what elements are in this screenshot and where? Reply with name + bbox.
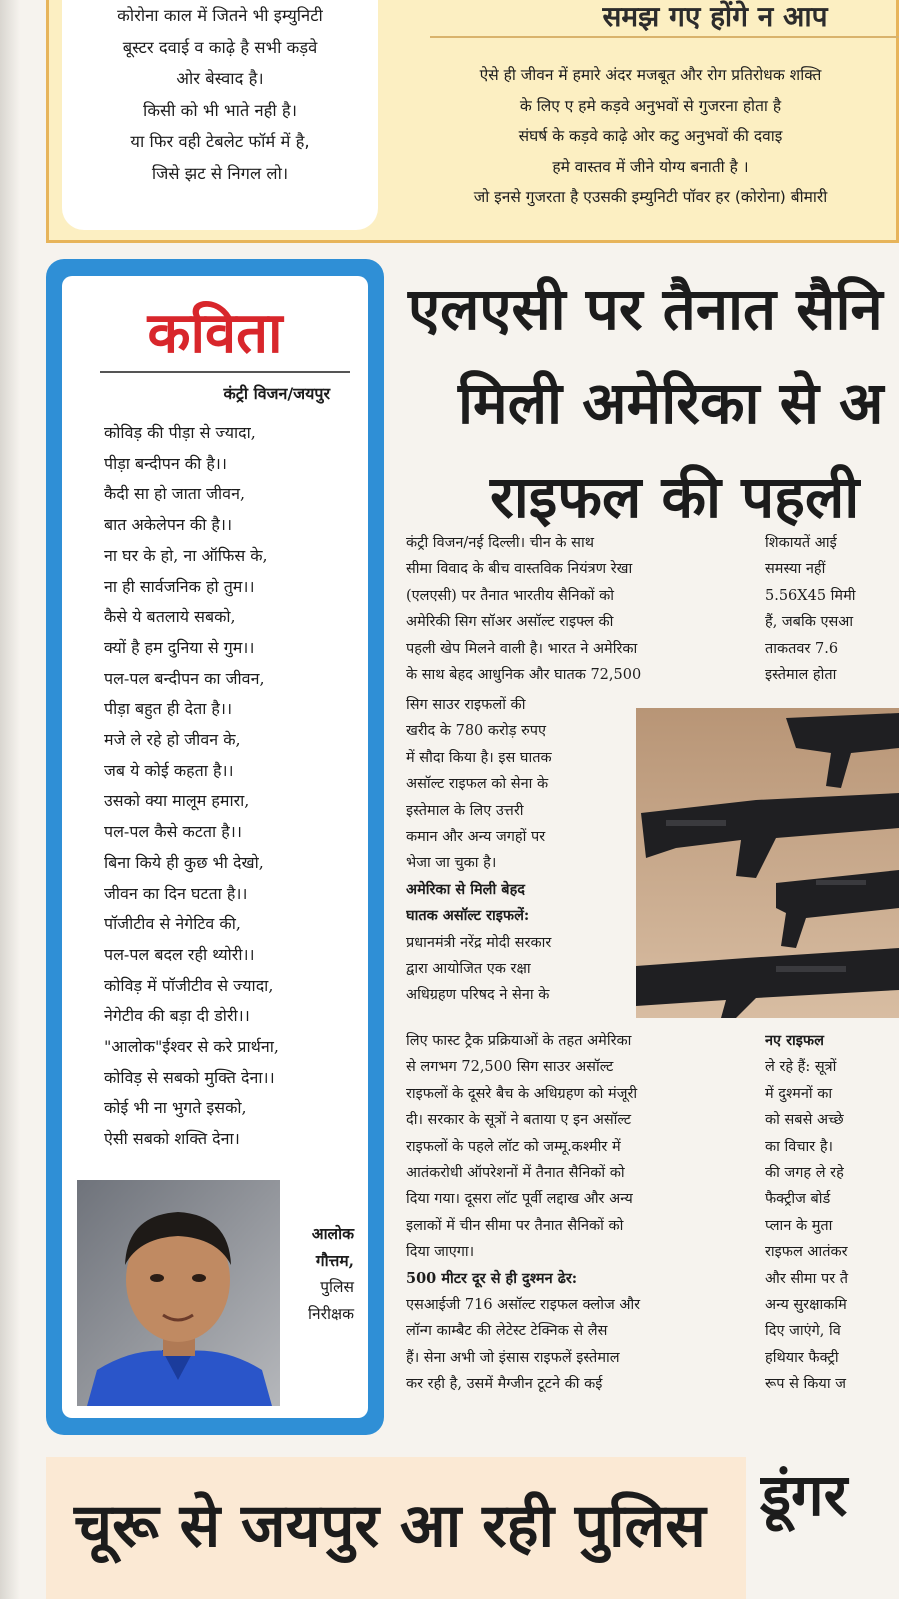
top-right-line: संघर्ष के कड़वे काढ़े ओर कटु अनुभवों की दवाइ <box>518 127 783 145</box>
article-column-right-bottom <box>765 1028 899 1398</box>
article-column-left-bottom <box>406 1028 741 1398</box>
article-line: दिया जाएगा। <box>406 1244 475 1261</box>
article-line: खरीद के 780 करोड़ रुपए <box>406 723 546 740</box>
top-left-line: या फिर वही टेबलेट फॉर्म में है, <box>130 132 310 151</box>
article-line: असॉल्ट राइफल को सेना के <box>406 776 549 793</box>
article-line: की जगह ले रहे <box>765 1165 844 1182</box>
article-line: दिया गया। दूसरा लॉट पूर्वी लद्दाख और अन्य <box>406 1191 633 1208</box>
rifle-photo <box>636 708 899 1018</box>
article-line: अन्य सुरक्षाकमि <box>765 1297 847 1314</box>
poem-line: क्यों है हम दुनिया से गुम।। <box>104 637 255 657</box>
poem-line: कोविड़ से सबको मुक्ति देना।। <box>104 1067 275 1087</box>
article-line: में सौदा किया है। इस घातक <box>406 749 552 766</box>
top-right-line: जो इनसे गुजरता है एउसकी इम्युनिटी पॉवर हर (कोरोना) बीमारी <box>473 188 828 206</box>
poem-line: कोविड़ की पीड़ा से ज्यादा, <box>104 423 256 442</box>
article-line: हैं। सेना अभी जो इंसास राइफलें इस्तेमाल <box>406 1349 620 1366</box>
poem-line: ना ही सार्वजनिक हो तुम।। <box>104 576 255 596</box>
top-left-poem <box>62 0 378 189</box>
top-right-line: के लिए ए हमे कड़वे अनुभवों से गुजरना होता है <box>519 96 782 115</box>
top-right-line: ऐसे ही जीवन में हमारे अंदर मजबूत और रोग प्रतिरोधक शक्ति <box>479 66 822 84</box>
article-line: राइफल आतंकर <box>765 1244 848 1261</box>
article-line: और सीमा पर तै <box>765 1270 849 1287</box>
divider <box>100 371 350 373</box>
article-line: सीमा विवाद के बीच वास्तविक नियंत्रण रेखा <box>406 561 633 578</box>
article-line: कंट्री विजन/नई दिल्ली। चीन के साथ <box>406 535 594 551</box>
poem-line: कोई भी ना भुगते इसको, <box>104 1098 247 1118</box>
poem-line: बिना किये ही कुछ भी देखो, <box>104 852 264 872</box>
article-line: का विचार है। <box>765 1138 834 1155</box>
article-line: कमान और अन्य जगहों पर <box>406 829 546 846</box>
article-line: फैक्ट्रीज बोर्ड <box>765 1191 831 1208</box>
bottom-headline: चूरू से जयपुर आ रही पुलिस <box>74 1491 706 1561</box>
poem-line: पीड़ा बहुत ही देता है।। <box>104 699 233 719</box>
top-left-line: बूस्टर दवाई व काढ़े है सभी कड़वे <box>122 37 318 57</box>
top-left-line: कोरोना काल में जितने भी इम्युनिटी <box>117 6 323 25</box>
article-line: इस्तेमाल होता <box>765 667 837 684</box>
headline-line: राइफल की पहली <box>490 463 860 531</box>
subheading: अमेरिका से मिली बेहद <box>406 880 525 898</box>
poem-line: मजे ले रहे हो जीवन के, <box>104 730 241 750</box>
main-headline <box>402 262 899 544</box>
top-left-line: जिसे झट से निगल लो। <box>151 163 289 183</box>
top-right-line: हमे वास्तव में जीने योग्य बनाती है । <box>552 157 749 176</box>
subheading: घातक असॉल्ट राइफलें: <box>406 907 530 925</box>
article-line: इलाकों में चीन सीमा पर तैनात सैनिकों को <box>406 1217 624 1234</box>
author-designation: पुलिस <box>320 1278 354 1296</box>
article-line: भेजा जा चुका है। <box>406 855 497 872</box>
poem-line: उसको क्या मालूम हमारा, <box>104 791 250 811</box>
article-line: राइफलों के पहले लॉट को जम्मू.कश्मीर में <box>406 1138 621 1155</box>
poem-line: पल-पल कैसे कटता है।। <box>104 822 242 842</box>
article-line: दिए जाएंगे, वि <box>765 1323 841 1340</box>
article-column-short <box>406 692 620 1009</box>
article-line: कर रही है, उसमें मैग्जीन टूटने की कई <box>406 1376 603 1393</box>
article-line: में दुश्मनों का <box>765 1085 833 1102</box>
poem-line: पल-पल बन्दीपन का जीवन, <box>104 668 265 688</box>
subheading: नए राइफल <box>765 1032 824 1049</box>
poem-line: ऐसी सबको शक्ति देना। <box>104 1129 240 1149</box>
poem-line: जब ये कोई कहता है।। <box>104 760 234 780</box>
article-line: (एलएसी) पर तैनात भारतीय सैनिकों को <box>406 587 614 604</box>
article-line: एसआईजी 716 असॉल्ट राइफल क्लोज और <box>406 1297 641 1314</box>
poem-line: पॉजीटीव से नेगेटिव की, <box>104 914 241 934</box>
top-left-line: ओर बेस्वाद है। <box>176 69 264 88</box>
poem-line: "आलोक"ईश्वर से करे प्रार्थना, <box>104 1037 279 1057</box>
article-line: इस्तेमाल के लिए उत्तरी <box>406 802 524 819</box>
author-photo <box>77 1180 280 1406</box>
article-line: ले रहे हैं: सूत्रों <box>765 1059 837 1076</box>
poem-body <box>104 418 364 1155</box>
page-edge-shadow <box>0 0 20 1599</box>
article-line: अमेरिकी सिग सॉअर असॉल्ट राइफ्ल की <box>406 614 614 631</box>
article-line: शिकायतें आई <box>765 535 837 551</box>
article-line: हैं, जबकि एसआ <box>765 614 854 631</box>
poem-title: कविता <box>147 300 283 366</box>
poem-line: कैदी सा हो जाता जीवन, <box>104 484 246 504</box>
author-caption <box>288 1220 354 1328</box>
poem-line: जीवन का दिन घटता है।। <box>104 883 248 903</box>
article-line: हथियार फैक्ट्री <box>765 1349 839 1366</box>
poem-line: पल-पल बदल रही थ्योरी।। <box>104 944 255 964</box>
article-line: के साथ बेहद आधुनिक और घातक 72,500 <box>406 667 642 684</box>
author-name: आलोक <box>311 1224 354 1243</box>
article-line: दी। सरकार के सूत्रों ने बताया ए इन असॉल्ट <box>406 1112 632 1129</box>
poem-line: पीड़ा बन्दीपन की है।। <box>104 453 227 473</box>
article-line: 5.56X45 मिमी <box>765 587 856 604</box>
author-surname: गौत्तम, <box>315 1251 354 1270</box>
article-line: रूप से किया ज <box>765 1376 846 1393</box>
article-line: समस्या नहीं <box>765 561 826 578</box>
divider <box>430 36 899 38</box>
bottom-right-headline: डूंगर <box>760 1461 848 1529</box>
poem-line: कैसे ये बतलाये सबको, <box>104 607 236 627</box>
poem-line: बात अकेलेपन की है।। <box>104 515 233 535</box>
headline-line: एलएसी पर तैनात सैनि <box>408 275 883 343</box>
subheading: 500 मीटर दूर से ही दुश्मन ढेर: <box>406 1269 578 1287</box>
article-line: ताकतवर 7.6 <box>765 640 839 657</box>
top-right-text <box>402 60 899 213</box>
poem-line: कोविड़ में पॉजीटीव से ज्यादा, <box>104 975 274 995</box>
article-line: से लगभग 72,500 सिग साउर असॉल्ट <box>406 1059 614 1076</box>
poem-line: नेगेटीव की बड़ा दी डोरी।। <box>104 1006 250 1026</box>
article-line: को सबसे अच्छे <box>765 1112 844 1129</box>
article-line: राइफलों के दूसरे बैच के अधिग्रहण को मंजूरी <box>406 1085 638 1102</box>
article-line: प्रधानमंत्री नरेंद्र मोदी सरकार <box>406 934 552 951</box>
article-column-right-top <box>765 530 899 688</box>
article-line: सिग साउर राइफलों की <box>406 697 526 713</box>
headline-line: मिली अमेरिका से अ <box>458 369 884 437</box>
poem-byline: कंट्री विजन/जयपुर <box>223 384 330 403</box>
article-line: लिए फास्ट ट्रैक प्रक्रियाओं के तहत अमेरिका <box>406 1033 632 1049</box>
article-line: अधिग्रहण परिषद ने सेना के <box>406 987 550 1004</box>
article-line: लॉन्ग काम्बैट की लेटेस्ट टेक्निक से लैस <box>406 1323 608 1340</box>
article-line: पहली खेप मिलने वाली है। भारत ने अमेरिका <box>406 640 638 657</box>
top-right-heading: समझ गए होंगे न आप <box>602 0 828 33</box>
poem-line: ना घर के हो, ना ऑफिस के, <box>104 545 268 565</box>
article-column-left-top <box>406 530 741 688</box>
author-designation: निरीक्षक <box>308 1305 354 1323</box>
article-line: प्लान के मुता <box>765 1217 833 1234</box>
article-line: द्वारा आयोजित एक रक्षा <box>406 961 531 978</box>
top-left-line: किसी को भी भाते नही है। <box>143 100 297 120</box>
article-line: आतंकरोधी ऑपरेशनों में तैनात सैनिकों को <box>406 1165 625 1182</box>
